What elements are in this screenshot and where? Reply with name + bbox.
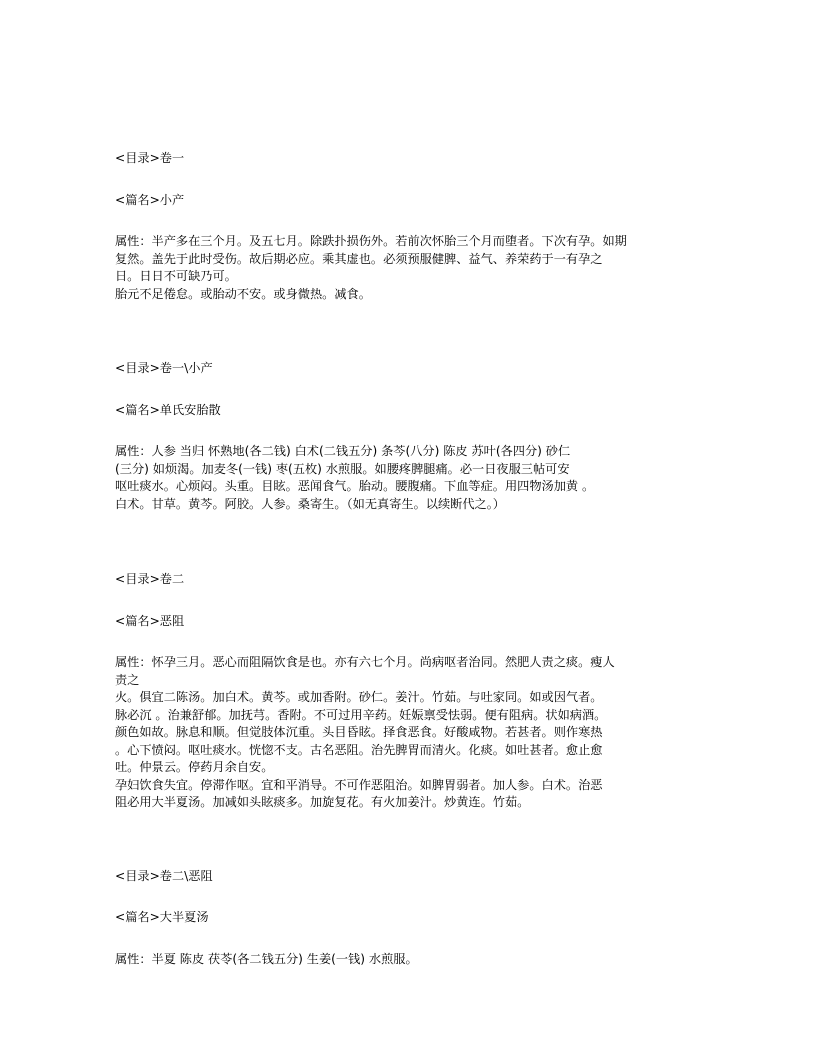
body-line: 呕吐痰水。心烦闷。头重。目眩。恶闻食气。胎动。腰腹痛。下血等症。用四物汤加黄 。 (115, 479, 595, 493)
body-line: 日。日日不可缺乃可。 (115, 269, 237, 283)
section-3 (115, 571, 701, 812)
section-spacer (115, 513, 701, 571)
document-body (115, 150, 701, 968)
body-line: 责之 (115, 672, 140, 687)
section-body (115, 443, 701, 513)
catalog-label: <目录>卷一 (115, 151, 185, 165)
catalog-label: <目录>卷二\恶阻 (115, 868, 213, 883)
body-line: 阻必用大半夏汤。加减如头眩痰多。加旋复花。有火加姜汁。炒黄连。竹茹。 (115, 795, 530, 809)
body-line: 复然。盖先于此时受伤。故后期必应。乘其虚也。必须预服健脾、益气、养荣药于一有孕之 (115, 251, 603, 266)
section-2 (115, 360, 701, 513)
body-line: 属性：半夏 陈皮 茯苓(各二钱五分) 生姜(一钱) 水煎服。 (115, 951, 418, 966)
body-line: 胎元不足倦怠。或胎动不安。或身微热。减食。 (115, 286, 371, 301)
body-line: 孕妇饮食失宜。停滞作呕。宜和平消导。不可作恶阻治。如脾胃弱者。加人参。白术。治恶 (115, 777, 603, 792)
section-body (115, 654, 701, 812)
section-body (115, 951, 701, 969)
catalog-label: <目录>卷一\小产 (115, 361, 213, 375)
section-1 (115, 150, 701, 303)
body-line: 属性：怀孕三月。恶心而阻隔饮食是也。亦有六七个月。尚病呕者治同。然肥人责之痰。瘦人 (115, 655, 615, 669)
section-body (115, 233, 701, 303)
catalog-label: <目录>卷二 (115, 572, 185, 586)
body-line: 白术。甘草。黄芩。阿胶。人参。桑寄生。（如无真寄生。以续断代之。） (115, 496, 505, 511)
chapter-title: <篇名>恶阻 (115, 613, 185, 628)
chapter-title: <篇名>大半夏汤 (115, 910, 209, 924)
chapter-title: <篇名>小产 (115, 192, 185, 207)
body-line: 脉必沉 。治兼舒郁。加抚芎。香附。不可过用辛药。妊娠禀受怯弱。便有阻病。状如病酒。 (115, 707, 607, 722)
body-line: 火。俱宜二陈汤。加白术。黄芩。或加香附。砂仁。姜汁。竹茹。与吐家同。如或因气者。 (115, 690, 603, 704)
section-4 (115, 868, 701, 969)
body-line: 属性：人参 当归 怀熟地(各二钱) 白术(二钱五分) 条芩(八分) 陈皮 苏叶(各四分) 砂仁 (115, 444, 571, 458)
chapter-title: <篇名>单氏安胎散 (115, 402, 221, 417)
body-line: 颜色如故。脉息和顺。但觉肢体沉重。头目昏眩。择食恶食。好酸咸物。若甚者。则作寒热 (115, 725, 603, 739)
body-line: 吐。仲景云。停药月余自安。 (115, 760, 274, 774)
body-line: 。心下愤闷。呕吐痰水。恍惚不支。古名恶阻。治先脾胃而清火。化痰。如吐甚者。愈止愈 (115, 742, 603, 757)
body-line: (三分) 如烦渴。加麦冬(一钱) 枣(五枚) 水煎服。如腰疼脾腿痛。必一日夜服三帖可安 (115, 461, 570, 476)
section-spacer (115, 303, 701, 360)
body-line: 属性：半产多在三个月。及五七月。除跌扑损伤外。若前次怀胎三个月而堕者。下次有孕。如期 (115, 234, 627, 248)
section-spacer (115, 812, 701, 868)
